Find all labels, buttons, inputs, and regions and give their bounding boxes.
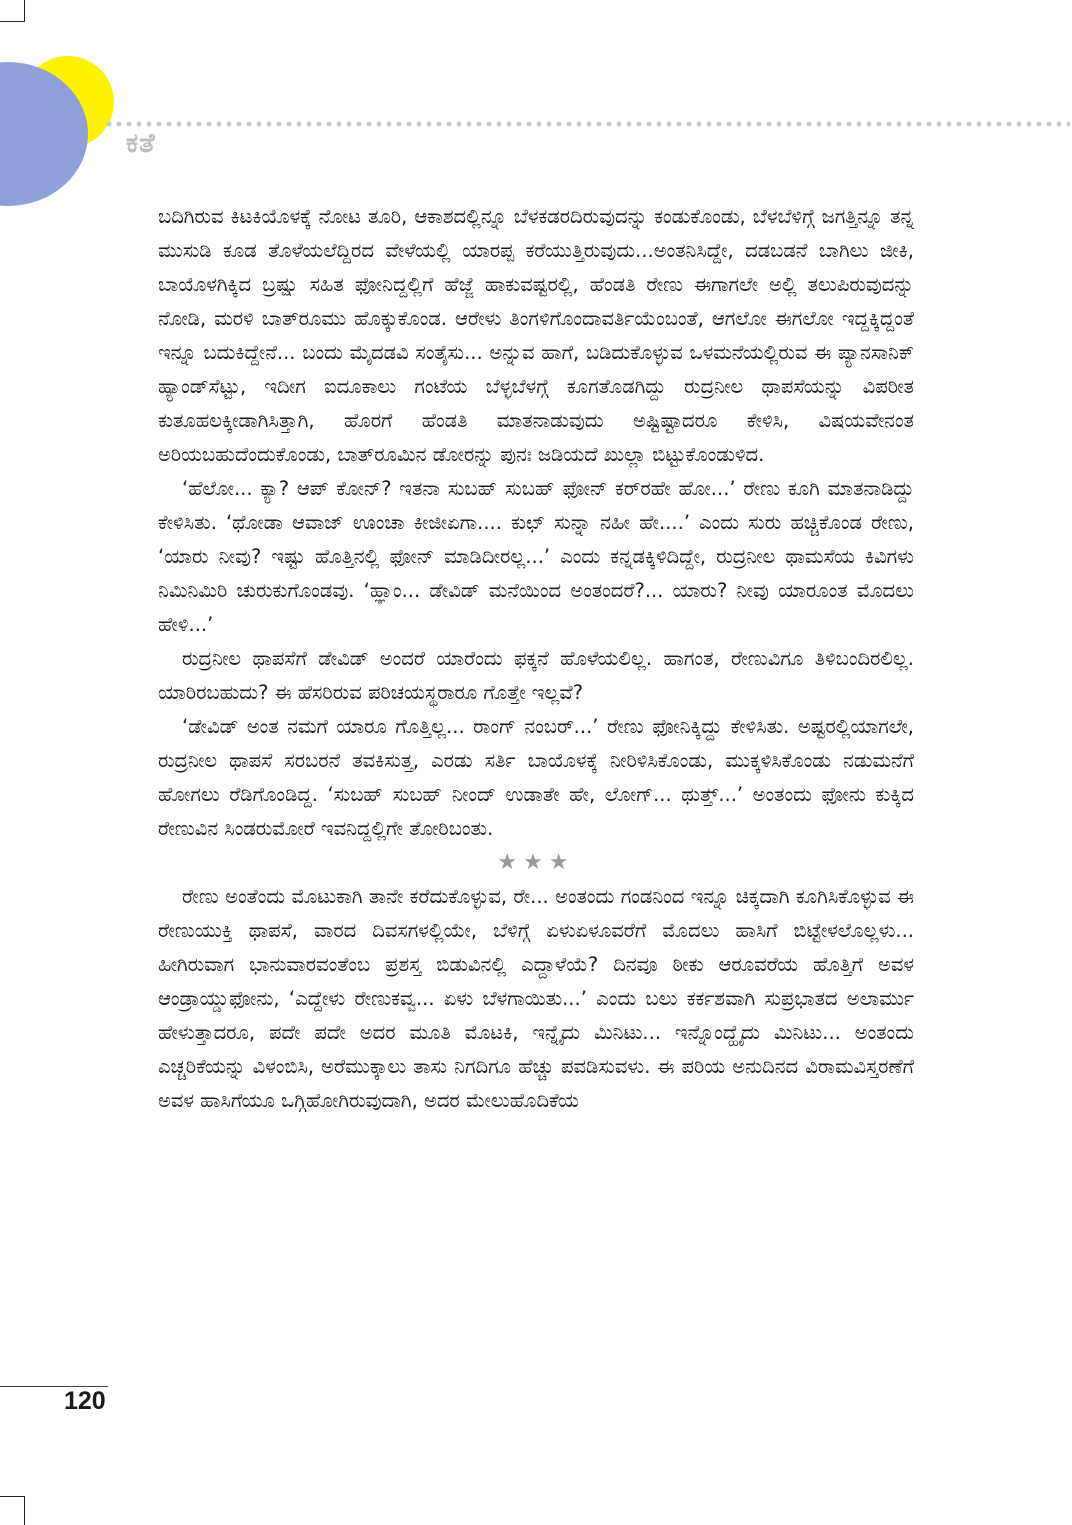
- section-label: ಕತೆ: [126, 128, 156, 159]
- paragraph-4: ‘ಡೇವಿಡ್ ಅಂತ ನಮಗೆ ಯಾರೂ ಗೊತ್ತಿಲ್ಲ... ರಾಂಗ್ ನಂಬರ್...’ ರೇಣು ಫೋನಿಕ್ಕಿದ್ದು ಕೇಳಿಸಿತು. ಅಷ್ಟರಲ್ಲಿಯಾಗಲೇ, ರುದ್ರನೀಲ ಥಾಪಸೆ ಸರಬರನೆ ತವಕಿಸುತ್ತ, ಎರಡು ಸರ್ತಿ ಬಾಯೊಳಕ್ಕೆ ನೀರಿಳಿಸಿಕೊಂಡು, ಮುಕ್ಕಳಿಸಿಕೊಂಡು ನಡುಮನೆಗೆ ಹೋಗಲು ರೆಡಿಗೊಂಡಿದ್ದ. ‘ಸುಬಹ್ ಸುಬಹ್ ನೀಂದ್ ಉಡಾತೇ ಹೇ, ಲೋಗ್... ಥುತ್ತ್...’ ಅಂತಂದು ಫೋನು ಕುಕ್ಕಿದ ರೇಣುವಿನ ಸಿಂಡರುಮೋರೆ ಇವನಿದ್ದಲ್ಲಿಗೇ ತೋರಿಬಂತು.: [158, 715, 914, 840]
- crop-mark-bottom-vertical: [24, 1496, 25, 1525]
- paragraph-3: ರುದ್ರನೀಲ ಥಾಪಸೆಗೆ ಡೇವಿಡ್ ಅಂದರೆ ಯಾರೆಂದು ಫಕ್ಕನೆ ಹೊಳೆಯಲಿಲ್ಲ. ಹಾಗಂತ, ರೇಣುವಿಗೂ ತಿಳಿಬಂದಿರಲಿಲ್ಲ. ಯಾರಿರಬಹುದು? ಈ ಹೆಸರಿರುವ ಪರಿಚಯಸ್ಥರಾರೂ ಗೊತ್ತೇ ಇಲ್ಲವೆ?: [158, 647, 914, 704]
- paragraph-5: ರೇಣು ಅಂತೆಂದು ಮೊಟುಕಾಗಿ ತಾನೇ ಕರೆದುಕೊಳ್ಳುವ, ರೇ... ಅಂತಂದು ಗಂಡನಿಂದ ಇನ್ನೂ ಚಿಕ್ಕದಾಗಿ ಕೂಗಿಸಿಕೊಳ್ಳುವ ಈ ರೇಣುಯುಕ್ತಿ ಥಾಪಸೆ, ವಾರದ ದಿವಸಗಳಲ್ಲಿಯೇ, ಬೆಳಿಗ್ಗೆ ಏಳುಏಳೂವರೆಗೆ ಮೊದಲು ಹಾಸಿಗೆ ಬಿಟ್ಟೇಳಲೊಲ್ಲಳು... ಹೀಗಿರುವಾಗ ಭಾನುವಾರವಂತೆಂಬ ಪ್ರಶಸ್ತ ಬಿಡುವಿನಲ್ಲಿ ಎದ್ದಾಳೆಯೆ? ದಿನವೂ ಠೀಕು ಆರೂವರೆಯ ಹೊತ್ತಿಗೆ ಅವಳ ಆಂಡ್ರಾಯ್ಡುಫೋನು, ‘ಎದ್ದೇಳು ರೇಣುಕವ್ವ... ಏಳು ಬೆಳಗಾಯಿತು...’ ಎಂದು ಬಲು ಕರ್ಕಶವಾಗಿ ಸುಪ್ರಭಾತದ ಅಲಾರ್ಮು ಹೇಳುತ್ತಾದರೂ, ಪದೇ ಪದೇ ಅದರ ಮೂತಿ ಮೊಟಕಿ, ಇನ್ನೈದು ಮಿನಿಟು... ಇನ್ನೊಂದ್ಹೈದು ಮಿನಿಟು... ಅಂತಂದು ಎಚ್ಚರಿಕೆಯನ್ನು ವಿಳಂಬಿಸಿ, ಅರೆಮುಕ್ಕಾಲು ತಾಸು ನಿಗದಿಗೂ ಹೆಚ್ಚು ಪವಡಿಸುವಳು. ಈ ಪರಿಯ ಅನುದಿನದ ವಿರಾಮವಿಸ್ತರಣೆಗೆ ಅವಳ ಹಾಸಿಗೆಯೂ ಒಗ್ಗಿಹೋಗಿರುವುದಾಗಿ, ಅದರ ಮೇಲುಹೊದಿಕೆಯ: [158, 885, 914, 1112]
- paragraph-1: ಬದಿಗಿರುವ ಕಿಟಕಿಯೊಳಕ್ಕೆ ನೋಟ ತೂರಿ, ಆಕಾಶದಲ್ಲಿನ್ನೂ ಬೆಳಕಡರದಿರುವುದನ್ನು ಕಂಡುಕೊಂಡು, ಬೆಳಬೆಳಿಗ್ಗೆ ಜಗತ್ತಿನ್ನೂ ತನ್ನ ಮುಸುಡಿ ಕೂಡ ತೊಳೆಯಲೆದ್ದಿರದ ವೇಳೆಯಲ್ಲಿ ಯಾರಪ್ಪ ಕರೆಯುತ್ತಿರುವುದು...ಅಂತನಿಸಿದ್ದೇ, ದಡಬಡನೆ ಬಾಗಿಲು ಜೀಕಿ, ಬಾಯೊಳಗಿಕ್ಕಿದ ಬ್ರಷ್ಷು ಸಹಿತ ಫೋನಿದ್ದಲ್ಲಿಗೆ ಹೆಜ್ಜೆ ಹಾಕುವಷ್ಟರಲ್ಲಿ, ಹೆಂಡತಿ ರೇಣು ಈಗಾಗಲೇ ಅಲ್ಲಿ ತಲುಪಿರುವುದನ್ನು ನೋಡಿ, ಮರಳಿ ಬಾತ್‌ರೂಮು ಹೊಕ್ಕುಕೊಂಡ. ಆರೇಳು ತಿಂಗಳಿಗೊಂದಾವರ್ತಿಯೆಂಬಂತೆ, ಆಗಲೋ ಈಗಲೋ ಇದ್ದಕ್ಕಿದ್ದಂತೆ ಇನ್ನೂ ಬದುಕಿದ್ದೇನೆ... ಬಂದು ಮೈದಡವಿ ಸಂತೈಸು... ಅನ್ನುವ ಹಾಗೆ, ಬಡಿದುಕೊಳ್ಳುವ ಒಳಮನೆಯಲ್ಲಿರುವ ಈ ಪ್ಯಾನಸಾನಿಕ್ ಹ್ಯಾಂಡ್‌ಸೆಟ್ಟು, ಇದೀಗ ಐದೂಕಾಲು ಗಂಟೆಯ ಬೆಳ್ಳಬೆಳಗ್ಗೆ ಕೂಗತೊಡಗಿದ್ದು ರುದ್ರನೀಲ ಥಾಪಸೆಯನ್ನು ವಿಪರೀತ ಕುತೂಹಲಕ್ಕೀಡಾಗಿಸಿತ್ತಾಗಿ, ಹೊರಗೆ ಹೆಂಡತಿ ಮಾತನಾಡುವುದು ಅಷ್ಟಿಷ್ಟಾದರೂ ಕೇಳಿಸಿ, ವಿಷಯವೇನಂತ ಅರಿಯಬಹುದೆಂದುಕೊಂಡು, ಬಾತ್‌ರೂಮಿನ ಡೋರನ್ನು ಪುನಃ ಜಡಿಯದೆ ಖುಲ್ಲಾ ಬಿಟ್ಟುಕೊಂಡುಳಿದ.: [158, 205, 914, 466]
- crop-mark-top-horizontal: [0, 21, 25, 22]
- crop-mark-top-vertical: [24, 0, 25, 22]
- crop-mark-bottom-horizontal: [0, 1496, 25, 1497]
- section-separator: ★★★: [497, 850, 575, 875]
- story-body: [158, 200, 914, 1118]
- paragraph-2: ‘ಹೆಲೋ... ಕ್ಯಾ? ಆಪ್ ಕೋನ್? ಇತನಾ ಸುಬಹ್ ಸುಬಹ್ ಫೋನ್ ಕರ್‌ರಹೇ ಹೋ...’ ರೇಣು ಕೂಗಿ ಮಾತನಾಡಿದ್ದು ಕೇಳಿಸಿತು. ‘ಥೋಡಾ ಆವಾಜ್ ಊಂಚಾ ಕೀಜೀಏಗಾ.... ಕುಛ್ ಸುನ್ನಾ ನಹೀ ಹೇ....’ ಎಂದು ಸುರು ಹಚ್ಚಿಕೊಂಡ ರೇಣು, ‘ಯಾರು ನೀವು? ಇಷ್ಟು ಹೊತ್ತಿನಲ್ಲಿ ಫೋನ್ ಮಾಡಿದೀರಲ್ಲ...’ ಎಂದು ಕನ್ನಡಕ್ಕಿಳಿದಿದ್ದೇ, ರುದ್ರನೀಲ ಥಾಮಸೆಯ ಕಿವಿಗಳು ನಿಮಿನಿಮಿರಿ ಚುರುಕುಗೊಂಡವು. ‘ಹ್ಞಾಂ... ಡೇವಿಡ್ ಮನೆಯಿಂದ ಅಂತಂದರೆ?... ಯಾರು? ನೀವು ಯಾರೂಂತ ಮೊದಲು ಹೇಳಿ...’: [158, 477, 914, 636]
- dotted-header-rule: [104, 121, 1070, 127]
- page-number: 120: [64, 1387, 106, 1415]
